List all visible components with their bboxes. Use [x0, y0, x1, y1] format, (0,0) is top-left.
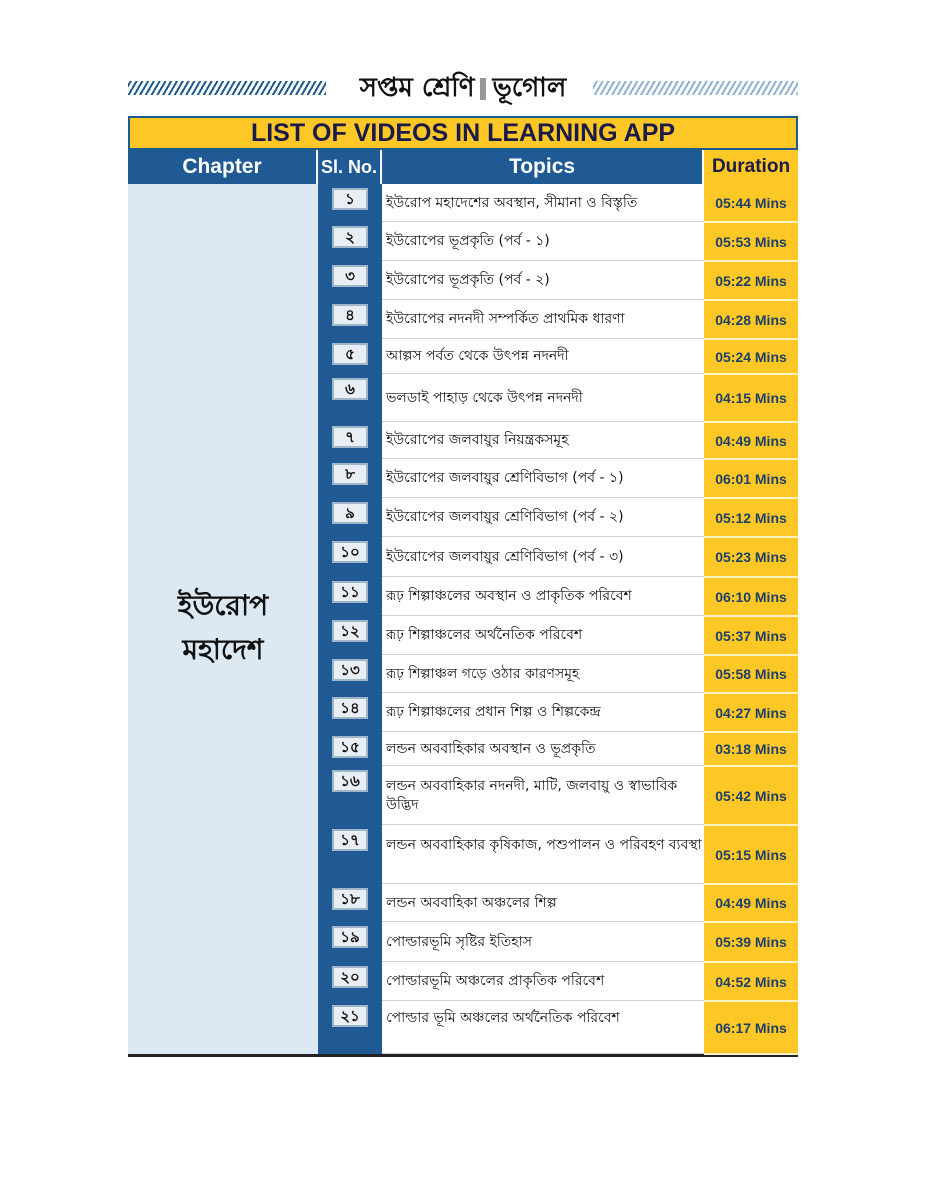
- table-row: [128, 374, 798, 422]
- sl-number: ১২: [332, 620, 368, 642]
- sl-number: ৭: [332, 426, 368, 448]
- duration-value: 05:58 Mins: [715, 666, 787, 682]
- topic-title: লন্ডন অববাহিকার কৃষিকাজ, পশুপালন ও পরিবহণ ব্যবস্থা: [386, 836, 702, 853]
- topic-title: ইউরোপের ভূপ্রকৃতি (পর্ব - ১): [386, 233, 550, 249]
- table-row: [128, 766, 798, 825]
- table-row: [128, 300, 798, 339]
- sl-number: ১৪: [332, 697, 368, 719]
- topic-title: ইউরোপের জলবায়ুর নিয়ন্ত্রকসমূহ: [386, 432, 569, 448]
- duration-value: 04:49 Mins: [715, 895, 787, 911]
- topic-title: পোল্ডারভূমি সৃষ্টির ইতিহাস: [386, 933, 532, 950]
- topic-title: ইউরোপের জলবায়ুর শ্রেণিবিভাগ (পর্ব - ১): [386, 470, 624, 486]
- table-row: [128, 825, 798, 884]
- duration-value: 05:12 Mins: [715, 509, 787, 526]
- duration-value: 05:37 Mins: [715, 627, 787, 644]
- decorative-stripes-right: [593, 81, 798, 95]
- decorative-stripes-left: [128, 81, 326, 95]
- topic-title: ইউরোপ মহাদেশের অবস্থান, সীমানা ও বিস্তৃতি: [386, 194, 638, 211]
- table-row: [128, 1001, 798, 1054]
- table-row: [128, 339, 798, 374]
- sl-number: ১১: [332, 581, 368, 603]
- sl-number: ১৬: [332, 770, 368, 792]
- duration-value: 04:52 Mins: [715, 973, 787, 990]
- topic-title: রূঢ় শিল্পাঞ্চল গড়ে ওঠার কারণসমূহ: [386, 665, 580, 682]
- subject-label: ভূগোল: [492, 73, 567, 103]
- duration-value: 04:27 Mins: [715, 704, 787, 721]
- sl-number: ২: [332, 226, 368, 248]
- sl-number: ৮: [332, 463, 368, 485]
- sl-number: ১৫: [332, 736, 368, 758]
- page-header: [128, 68, 798, 108]
- topic-title: পোল্ডারভূমি অঞ্চলের প্রাকৃতিক পরিবেশ: [386, 973, 605, 989]
- column-header-chapter: Chapter: [128, 150, 318, 184]
- duration-value: 04:15 Mins: [715, 390, 787, 406]
- sl-number: ২১: [332, 1005, 368, 1027]
- table-row: [128, 498, 798, 537]
- table-rows: [128, 184, 798, 1054]
- chapter-name-line2: মহাদেশ: [182, 633, 264, 666]
- table-row: [128, 537, 798, 577]
- chapter-name-line1: ইউরোপ: [177, 589, 269, 622]
- duration-value: 05:42 Mins: [715, 787, 787, 804]
- topic-title: রূঢ় শিল্পাঞ্চলের অর্থনৈতিক পরিবেশ: [386, 627, 583, 643]
- table-row: [128, 577, 798, 616]
- duration-value: 06:01 Mins: [715, 470, 787, 487]
- sl-number: ১: [332, 188, 368, 210]
- sl-number: ১৭: [332, 829, 368, 851]
- page-title: [338, 68, 588, 108]
- sl-number: ৬: [332, 378, 368, 400]
- sl-number: ২০: [332, 966, 368, 988]
- table-row: [128, 422, 798, 459]
- sl-number: ১৯: [332, 926, 368, 948]
- duration-value: 06:10 Mins: [715, 588, 787, 605]
- duration-value: 03:18 Mins: [715, 741, 787, 757]
- sl-number: ৩: [332, 265, 368, 287]
- topic-title: লন্ডন অববাহিকার অবস্থান ও ভূপ্রকৃতি: [386, 740, 596, 757]
- table-row: [128, 693, 798, 732]
- topic-title: ভলডাই পাহাড় থেকে উৎপন্ন নদনদী: [386, 389, 583, 406]
- table-row: [128, 261, 798, 300]
- table-row: [128, 184, 798, 222]
- topic-title: ইউরোপের ভূপ্রকৃতি (পর্ব - ২): [386, 272, 550, 288]
- table-row: [128, 459, 798, 498]
- duration-value: 05:39 Mins: [715, 934, 787, 950]
- sl-number: ১০: [332, 541, 368, 563]
- title-separator: [480, 78, 486, 100]
- table-banner: LIST OF VIDEOS IN LEARNING APP: [128, 116, 798, 150]
- column-header-sl-no: Sl. No.: [318, 150, 382, 184]
- duration-value: 06:17 Mins: [715, 1019, 787, 1036]
- topic-title: লন্ডন অববাহিকা অঞ্চলের শিল্প: [386, 894, 557, 911]
- class-label: সপ্তম শ্রেণি: [359, 73, 475, 103]
- sl-number: ৪: [332, 304, 368, 326]
- duration-value: 05:44 Mins: [715, 195, 787, 211]
- topic-title: পোল্ডার ভূমি অঞ্চলের অর্থনৈতিক পরিবেশ: [386, 1009, 620, 1026]
- duration-value: 04:28 Mins: [715, 311, 787, 328]
- table-row: [128, 732, 798, 766]
- topic-title: ইউরোপের জলবায়ুর শ্রেণিবিভাগ (পর্ব - ৩): [386, 548, 624, 565]
- topic-title: আল্পস পর্বত থেকে উৎপন্ন নদনদী: [386, 348, 569, 364]
- column-header-duration: Duration: [704, 150, 798, 184]
- topic-title: ইউরোপের নদনদী সম্পর্কিত প্রাথমিক ধারণা: [386, 311, 625, 327]
- duration-value: 05:15 Mins: [715, 846, 787, 863]
- table-row: [128, 962, 798, 1001]
- table-row: [128, 922, 798, 962]
- duration-value: 05:24 Mins: [715, 348, 787, 365]
- topic-title: ইউরোপের জলবায়ুর শ্রেণিবিভাগ (পর্ব - ২): [386, 509, 624, 525]
- duration-value: 04:49 Mins: [715, 432, 787, 449]
- duration-divider: [704, 1053, 798, 1055]
- table-row: [128, 884, 798, 922]
- sl-number: ১৮: [332, 888, 368, 910]
- table-row: [128, 616, 798, 655]
- table-row: [128, 222, 798, 261]
- sl-number: ৫: [332, 343, 368, 365]
- topic-title: লন্ডন অববাহিকার নদনদী, মাটি, জলবায়ু ও স্বাভাবিক উদ্ভিদ: [386, 777, 678, 813]
- sl-number: ৯: [332, 502, 368, 524]
- sl-number: ১৩: [332, 659, 368, 681]
- duration-value: 05:53 Mins: [715, 233, 787, 250]
- row-divider: [382, 1053, 704, 1054]
- video-list-table: [128, 116, 798, 1057]
- table-row: [128, 655, 798, 693]
- duration-value: 05:22 Mins: [715, 272, 787, 289]
- duration-value: 05:23 Mins: [715, 549, 787, 565]
- column-header-topics: Topics: [382, 150, 704, 184]
- topic-title: রূঢ় শিল্পাঞ্চলের প্রধান শিল্প ও শিল্পকেন্দ্র: [386, 704, 601, 720]
- topic-title: রূঢ় শিল্পাঞ্চলের অবস্থান ও প্রাকৃতিক পরিবেশ: [386, 588, 632, 604]
